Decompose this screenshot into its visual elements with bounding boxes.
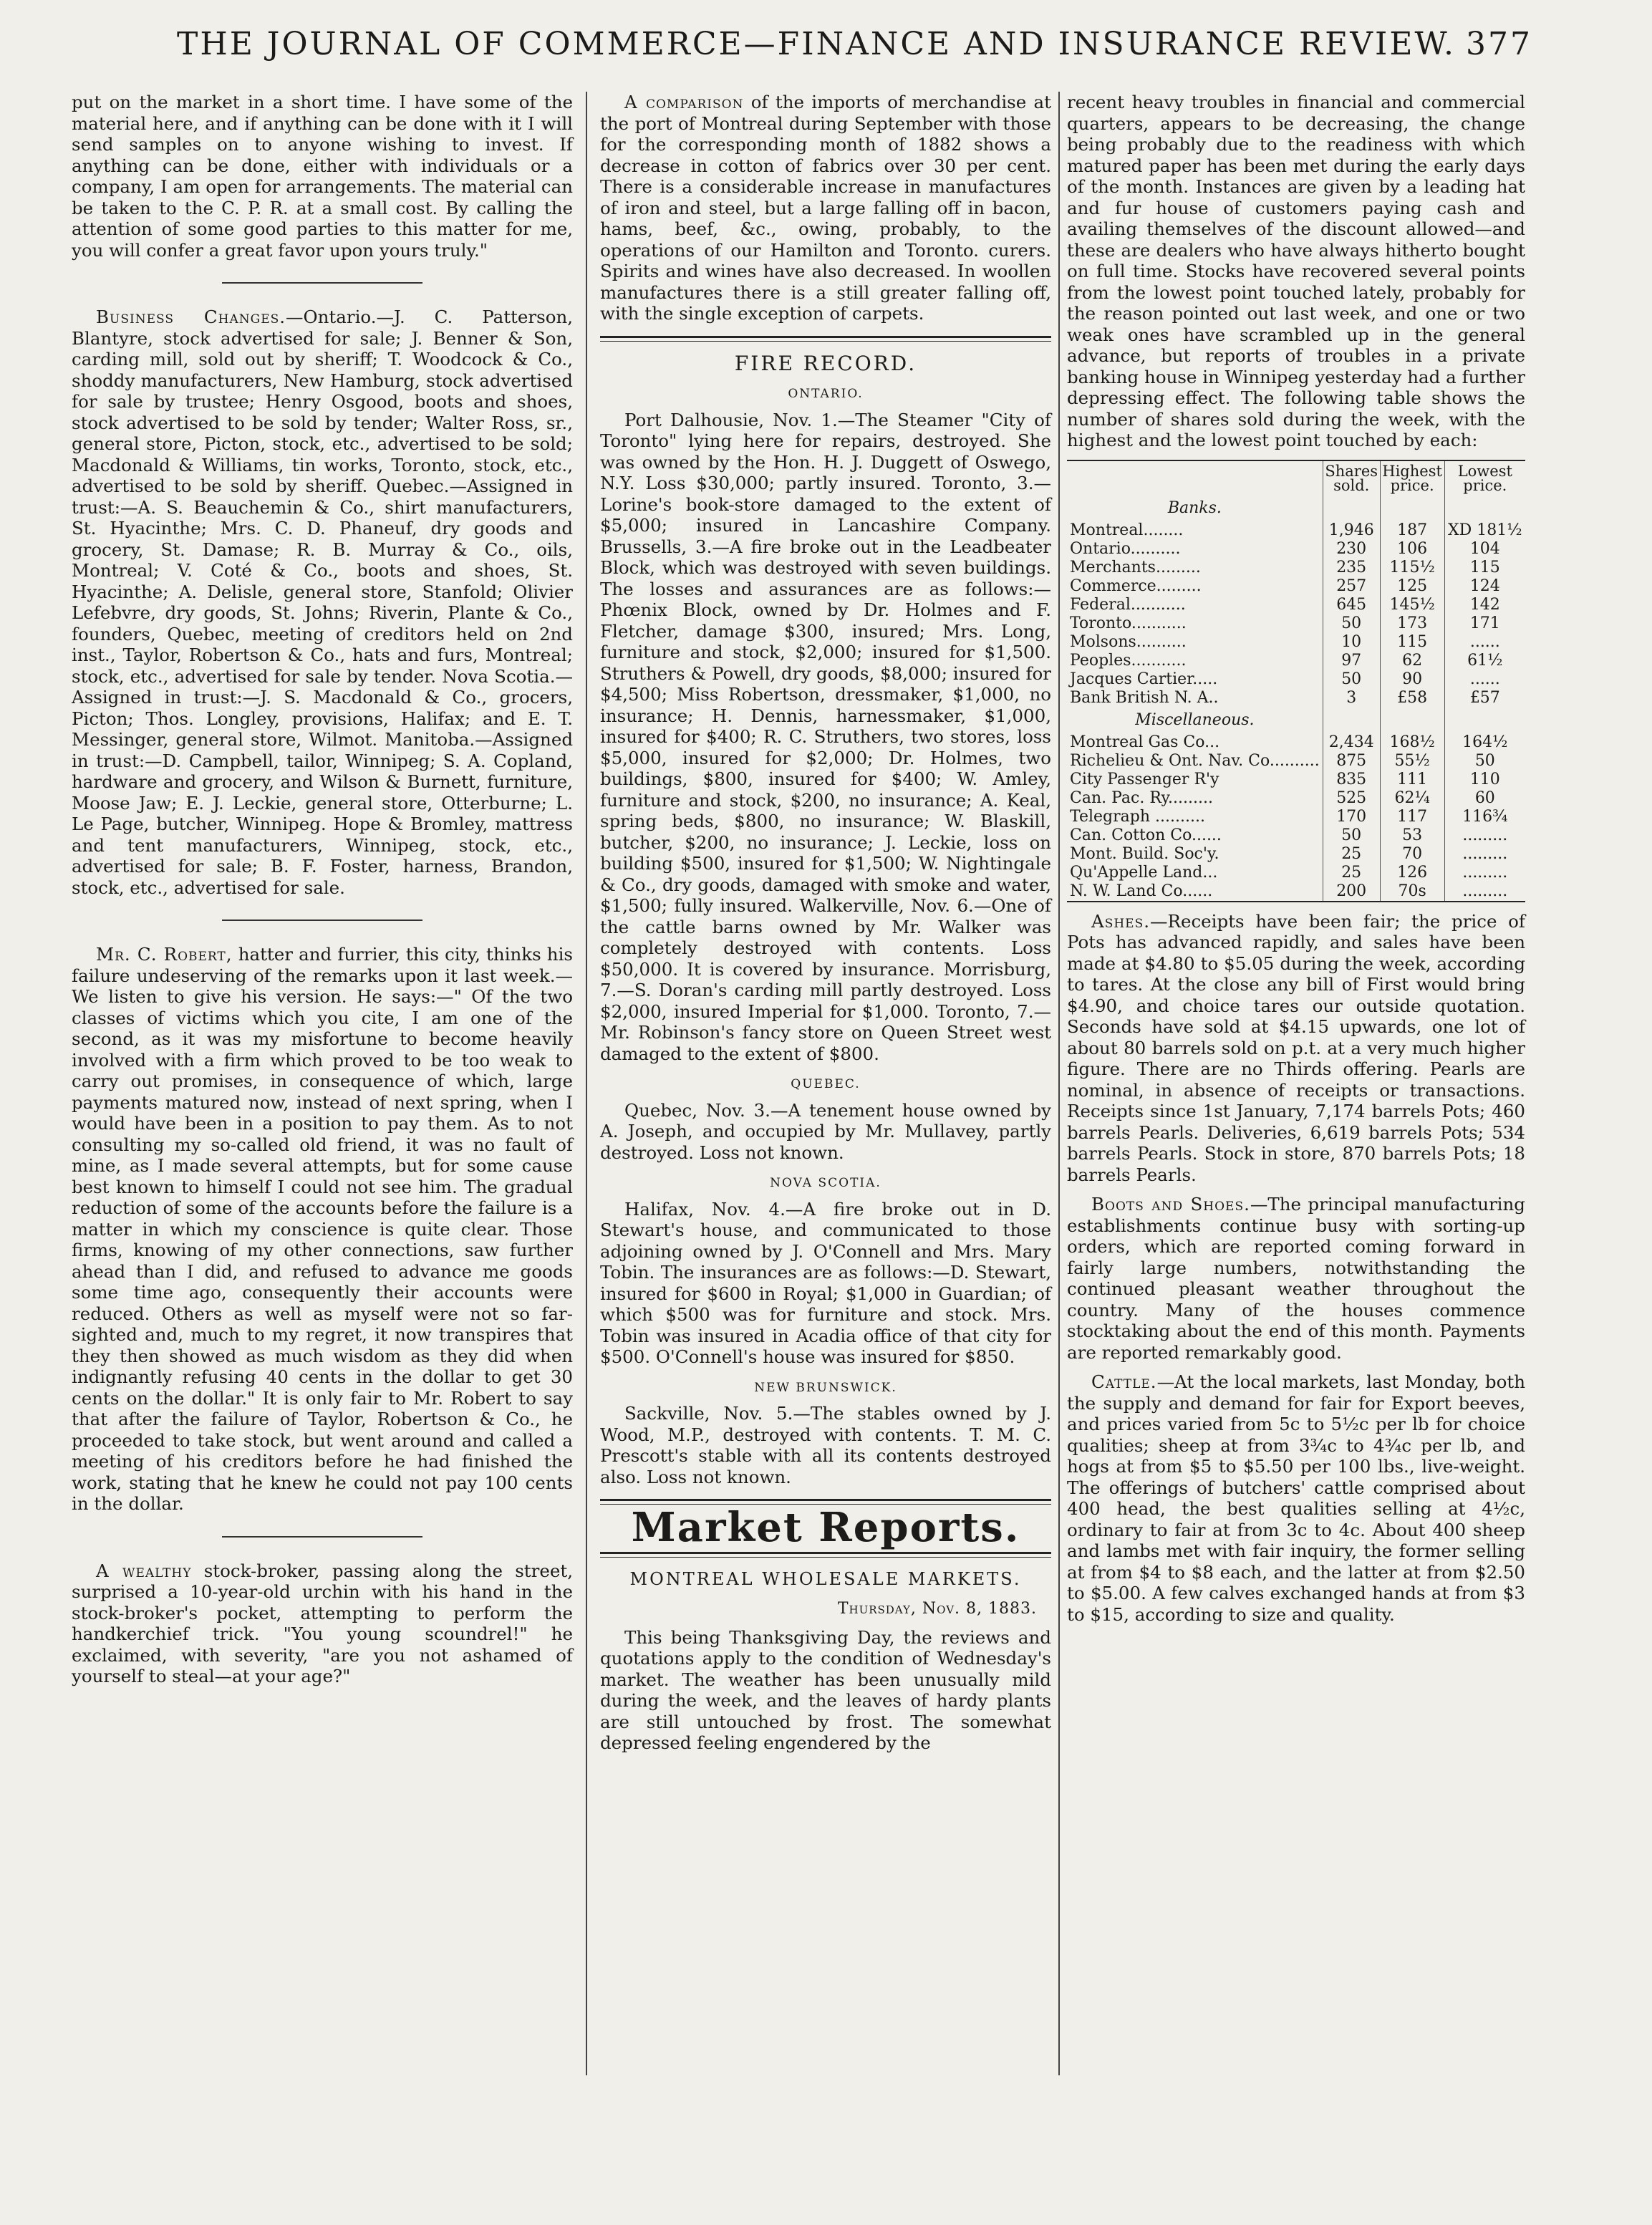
shares-sold-cell: 2,434 xyxy=(1323,733,1380,752)
robert-lead: Mr. C. Robert, xyxy=(96,944,233,965)
lowest-price-cell: 110 xyxy=(1444,771,1525,789)
table-row xyxy=(1067,521,1525,540)
highest-price-cell: 168½ xyxy=(1380,733,1444,752)
stock-name-cell: Montreal Gas Co... xyxy=(1070,733,1220,751)
journal-title: THE JOURNAL OF COMMERCE—FINANCE AND INSURANCE REVIEW. xyxy=(176,26,1456,62)
ashes-text: —Receipts have been fair; the price of Pots has advanced rapidly, and sales have been made at $4.80 to $5.05 during the week, according to tares. At the close any bill of First would bring $4.90, and choice tares our outside quotation. Seconds have sold at $4.15 upwards, one lot of about 80 barrels sold on p.t. at a very much higher figure. There are no Thirds offering. Pearls are nominal, in absence of receipts or transactions. Receipts since 1st January, 7,174 barrels Pots; 460 barrels Pearls. Deliveries, 6,619 barrels Pots; 534 barrels Pearls. Stock in store, 870 barrels Pots; 18 barrels Pearls. xyxy=(1067,910,1525,1185)
ashes-article xyxy=(1067,911,1525,1186)
business-changes-lead: Business Changes. xyxy=(96,307,286,327)
lowest-price-cell: 50 xyxy=(1444,752,1525,771)
stock-name-cell: Ontario.......... xyxy=(1070,539,1181,558)
page-header xyxy=(100,26,1532,69)
nova-scotia-fires: Halifax, Nov. 4.—A fire broke out in D. Stewart's house, and communicated to those adjoining owned by J. O'Connell and Mrs. Mary Tobin. The insurances are as follows:—D. Stewart, insured for $600 in Royal; $1,000 in Guardian; of which $500 was for furniture and stock. Mrs. Tobin was insured in Acadia office of that city for $500. O'Connell's house was insured for $850. xyxy=(600,1198,1051,1367)
stock-name-cell: N. W. Land Co...... xyxy=(1070,882,1213,900)
lowest-price-cell: 61½ xyxy=(1444,652,1525,670)
table-head-highest: Highest price. xyxy=(1380,460,1444,496)
dateline: Thursday, Nov. 8, 1883. xyxy=(837,1600,1037,1618)
broker-text: stock-broker, passing along the street, surprised a 10-year-old urchin with his hand in the stock-broker's pocket, attempting to perform the handkerchief trick. "You young scoundrel!" he exclaimed, with severity, "are you not ashamed of yourself to steal—at your age?" xyxy=(72,1560,573,1686)
fire-record-title: FIRE RECORD. xyxy=(734,351,917,375)
table-row xyxy=(1067,633,1525,652)
highest-price-cell: £58 xyxy=(1380,689,1444,708)
stock-name-cell: Commerce......... xyxy=(1070,576,1202,595)
comparison-lead: A comparison xyxy=(624,92,744,112)
table-row xyxy=(1067,596,1525,614)
table-row xyxy=(1067,559,1525,577)
table-row xyxy=(1067,826,1525,845)
ashes-lead: Ashes. xyxy=(1091,910,1151,932)
comparison-text: of the imports of merchandise at the port of Montreal during September with those for the corresponding month of 1882 shows a decrease in cotton of fabrics over 30 per cent. There is a considerable increase in manufactures of iron and steel, but a large falling off in bacon, hams, beef, &c., owing, probably, to the operations of our Hamilton and Toronto. curers. Spirits and wines have also decreased. In woollen manufactures there is a still greater falling off, with the single exception of carpets. xyxy=(600,92,1051,324)
highest-price-cell: 62 xyxy=(1380,652,1444,670)
quebec-heading: QUEBEC. xyxy=(791,1077,861,1091)
new-brunswick-fires: Sackville, Nov. 5.—The stables owned by J. Wood, M.P., destroyed with contents. T. M. C. Prescott's stable with all its contents destroyed also. Loss not known. xyxy=(600,1403,1051,1487)
cattle-lead: Cattle. xyxy=(1091,1371,1157,1392)
lowest-price-cell: ......... xyxy=(1444,882,1525,902)
boots-article xyxy=(1067,1194,1525,1363)
highest-price-cell: 125 xyxy=(1380,577,1444,596)
lowest-price-cell: 124 xyxy=(1444,577,1525,596)
highest-price-cell: 126 xyxy=(1380,864,1444,882)
shares-sold-cell: 875 xyxy=(1323,752,1380,771)
shares-sold-cell: 50 xyxy=(1323,670,1380,689)
lowest-price-cell: ......... xyxy=(1444,864,1525,882)
misc-group xyxy=(1067,708,1525,902)
highest-price-cell: 62¼ xyxy=(1380,789,1444,808)
lowest-price-cell: 171 xyxy=(1444,614,1525,633)
comparison-article xyxy=(600,92,1051,324)
column-2 xyxy=(600,92,1051,1762)
banks-group xyxy=(1067,496,1525,708)
shares-sold-cell: 50 xyxy=(1323,614,1380,633)
stock-name-cell: Bank British N. A.. xyxy=(1070,688,1219,707)
shares-sold-cell: 257 xyxy=(1323,577,1380,596)
shares-sold-cell: 835 xyxy=(1323,771,1380,789)
group-label-banks: Banks. xyxy=(1167,498,1222,517)
shares-sold-cell: 170 xyxy=(1323,808,1380,826)
group-label-misc: Miscellaneous. xyxy=(1135,710,1255,729)
divider xyxy=(222,920,422,921)
table-row xyxy=(1067,689,1525,708)
divider xyxy=(222,282,422,284)
broker-article xyxy=(72,1560,573,1687)
letter-continuation: put on the market in a short time. I have some of the material here, and if anything can be done with it I will send samples on to anyone wishing to invest. If anything can be done, either with individuals or a company, I am open for arrangements. The material can be taken to the C. P. R. at a small cost. By calling the attention of some good parties to this matter for me, you will confer a great favor upon yours truly." xyxy=(72,92,573,261)
table-row xyxy=(1067,614,1525,633)
robert-article xyxy=(72,944,573,1515)
shares-sold-cell: 235 xyxy=(1323,559,1380,577)
robert-text: hatter and furrier, this city, thinks his failure undeserving of the remarks upon it last week.—We listen to give his version. He says:—" Of the two classes of victims which you cite, I am one of the second, as it was my misfortune to become heavily involved with a firm which proved to be too weak to carry out promises, in consequence of which, large payments matured now, instead of next spring, when I would have been in a position to pay them. As to not consulting my so-called old friend, it was no fault of mine, as I made several attempts, but for some cause best known to himself I could not see him. The gradual reduction of some of the accounts before the failure is a matter in which my conscience is quite clear. Those firms, knowing of my other connections, saw further ahead than I did, and refused to advance me goods some time ago, consequently their accounts were reduced. Others as well as myself were not so far-sighted and, much to my regret, it now transpires that they then showed as much wisdom as they did when indignantly refusing 40 cents in the dollar to get 30 cents on the dollar." It is only fair to Mr. Robert to say that after the failure of Taylor, Robertson & Co., he proceeded to take stock, but went around and called a meeting of his creditors before he had finished the work, stating that he knew he could not pay 100 cents in the dollar. xyxy=(72,944,573,1514)
business-changes-text: —Ontario.—J. C. Patterson, Blantyre, stock advertised for sale; J. Benner & Son, carding mill, sold out by sheriff; T. Woodcock & Co., shoddy manufacturers, New Hamburg, stock advertised for sale by trustee; Henry Osgood, boots and shoes, stock advertised to be sold by tender; Walter Ross, sr., general store, Picton, stock, etc., advertised to be sold; Macdonald & Williams, tin works, Toronto, stock, etc., advertised to be sold by sheriff. Quebec.—Assigned in trust:—A. S. Beauchemin & Co., shirt manufacturers, St. Hyacinthe; Mrs. C. D. Phaneuf, dry goods and grocery, St. Damase; R. B. Murray & Co., oils, Montreal; V. Coté & Co., boots and shoes, St. Hyacinthe; A. Delisle, general store, Stanfold; Olivier Lefebvre, dry goods, St. Johns; Riverin, Plante & Co., founders, Quebec, meeting of creditors held on 2nd inst., Taylor, Robertson & Co., hats and furs, Montreal; stock, etc., advertised for sale by tender. Nova Scotia.—Assigned in trust:—J. S. Macdonald & Co., grocers, Picton; Thos. Longley, provisions, Halifax; and E. T. Messinger, general store, Wilmot. Manitoba.—Assigned in trust:—D. Campbell, tailor, Winnipeg; S. A. Copland, hardware and grocery, and Wilson & Burnett, furniture, Moose Jaw; E. J. Leckie, general store, Otterburne; L. Le Page, butcher, Winnipeg. Hope & Bromley, mattress and tent manufacturers, Winnipeg, stock, etc., advertised for sale; B. F. Foster, harness, Brandon, stock, etc., advertised for sale. xyxy=(72,307,574,898)
shares-sold-cell: 10 xyxy=(1323,633,1380,652)
lowest-price-cell: ...... xyxy=(1444,670,1525,689)
business-changes-article xyxy=(72,307,573,898)
boots-lead: Boots and Shoes. xyxy=(1091,1194,1250,1215)
highest-price-cell: 70 xyxy=(1380,845,1444,864)
lowest-price-cell: £57 xyxy=(1444,689,1525,708)
column-3 xyxy=(1067,92,1525,1633)
group-row xyxy=(1067,708,1525,733)
stock-name-cell: Qu'Appelle Land... xyxy=(1070,863,1218,882)
market-continuation: recent heavy troubles in financial and commercial quarters, appears to be decreasing, the change being probably due to the readiness with which matured paper has been met during the early days of the month. Instances are given by a leading hat and fur house of customers paying cash and availing themselves of the discount allowed—and these are dealers who have always hitherto bought on full time. Stocks have recovered several points from the lowest point touched lately, probably for the reason pointed out last week, and one or two weak ones have scrambled up in the general advance, but reports of troubles in a private banking house in Winnipeg yesterday had a further depressing effect. The following table shows the number of shares sold during the week, with the highest and the lowest point touched by each: xyxy=(1067,92,1525,450)
table-head-lowest: Lowest price. xyxy=(1444,460,1525,496)
ontario-fires: Port Dalhousie, Nov. 1.—The Steamer "City of Toronto" lying here for repairs, destroyed. She was owned by the Hon. H. J. Duggett of Oswego, N.Y. Loss $30,000; partly insured. Toronto, 3.—Lorine's book-store damaged to the extent of $5,000; insured in Lancashire Company. Brussells, 3.—A fire broke out in the Leadbeater Block, which was destroyed with seven buildings. The losses and assurances are as follows:—Phœnix Block, owned by Dr. Holmes and F. Fletcher, damage $300, insured; Mrs. Long, furniture and stock, $2,000; insured for $1,500. Struthers & Powell, dry goods, $8,000; insured for $4,500; Miss Robertson, dressmaker, $1,000, no insurance; H. Dennis, harnessmaker, $1,000, insured for $400; R. C. Struthers, two stores, loss $5,000, insured for $2,000; Dr. Holmes, two buildings, $800, insured for $400; W. Amley, furniture and stock, $200, no insurance; A. Keal, spring beds, $800, no insurance; W. Blaskill, butcher, $200, no insurance; J. Leckie, loss on building $500, insured for $1,500; W. Nightingale & Co., dry goods, damaged with smoke and water, $1,500; fully insured. Walkerville, Nov. 6.—One of the cattle barns owned by Mr. Walker was completely destroyed with contents. Loss $50,000. It is covered by insurance. Morrisburg, 7.—S. Doran's carding mill partly destroyed. Loss $2,000, insured Imperial for $1,000. Toronto, 7.—Mr. Robinson's fancy store on Queen Street west damaged to the extent of $800. xyxy=(600,409,1051,1064)
table-row xyxy=(1067,670,1525,689)
group-row xyxy=(1067,496,1525,521)
stock-name-cell: Can. Cotton Co...... xyxy=(1070,826,1222,844)
highest-price-cell: 53 xyxy=(1380,826,1444,845)
lowest-price-cell: XD 181½ xyxy=(1444,521,1525,540)
stock-name-cell: Federal........... xyxy=(1070,595,1186,614)
broker-lead: A wealthy xyxy=(96,1560,192,1581)
lowest-price-cell: 164½ xyxy=(1444,733,1525,752)
boots-text: —The principal manufacturing establishments continue busy with sorting-up orders, which are reported coming forward in fairly large numbers, notwithstanding the continued pleasant weather throughout the country. Many of the houses commence stocktaking about the end of this month. Payments are reported remarkably good. xyxy=(1067,1194,1525,1363)
table-row xyxy=(1067,577,1525,596)
shares-sold-cell: 3 xyxy=(1323,689,1380,708)
highest-price-cell: 173 xyxy=(1380,614,1444,633)
new-brunswick-heading: NEW BRUNSWICK. xyxy=(754,1380,897,1395)
column-1 xyxy=(72,92,573,1696)
stock-name-cell: Can. Pac. Ry......... xyxy=(1070,788,1213,807)
market-intro: This being Thanksgiving Day, the reviews and quotations apply to the condition of Wednesday's market. The weather has been unusually mild during the week, and the leaves of hardy plants are still untouched by frost. The somewhat depressed feeling engendered by the xyxy=(600,1626,1051,1753)
cattle-article xyxy=(1067,1371,1525,1625)
highest-price-cell: 117 xyxy=(1380,808,1444,826)
ontario-heading: ONTARIO. xyxy=(788,387,864,401)
column-rule-right xyxy=(1058,92,1060,2075)
double-rule xyxy=(600,1552,1051,1558)
table-head-name xyxy=(1067,460,1323,496)
table-row xyxy=(1067,845,1525,864)
table-row xyxy=(1067,864,1525,882)
nova-scotia-heading: NOVA SCOTIA. xyxy=(770,1176,881,1190)
lowest-price-cell: ......... xyxy=(1444,845,1525,864)
lowest-price-cell: ......... xyxy=(1444,826,1525,845)
stock-name-cell: Jacques Cartier..... xyxy=(1070,670,1218,688)
lowest-price-cell: 115 xyxy=(1444,559,1525,577)
stock-name-cell: City Passenger R'y xyxy=(1070,770,1219,788)
montreal-markets-title: MONTREAL WHOLESALE MARKETS. xyxy=(629,1568,1022,1589)
lowest-price-cell: 104 xyxy=(1444,540,1525,559)
divider xyxy=(222,1536,422,1538)
highest-price-cell: 106 xyxy=(1380,540,1444,559)
stock-name-cell: Richelieu & Ont. Nav. Co.......... xyxy=(1070,751,1320,770)
highest-price-cell: 70s xyxy=(1380,882,1444,902)
table-row xyxy=(1067,752,1525,771)
shares-sold-cell: 25 xyxy=(1323,864,1380,882)
lowest-price-cell: 116¾ xyxy=(1444,808,1525,826)
lowest-price-cell: ...... xyxy=(1444,633,1525,652)
stock-name-cell: Peoples........... xyxy=(1070,651,1187,670)
cattle-text: —At the local markets, last Monday, both the supply and demand for fair for Export beeves, and prices varied from 5c to 5½c per lb for choice qualities; sheep at from 3¾c to 4¾c per lb, and hogs at from $5 to $5.50 per 100 lbs., live-weight. The offerings of butchers' cattle comprised about 400 head, the best qualities selling at 4½c, ordinary to fair at from 3c to 4c. About 400 sheep and lambs met with fair inquiry, the former selling at from $4 to $8 each, and the latter at from $2.50 to $5.00. A few calves exchanged hands at from $3 to $15, according to size and quality. xyxy=(1067,1371,1525,1625)
quebec-fires: Quebec, Nov. 3.—A tenement house owned by A. Joseph, and occupied by Mr. Mullavey, partly destroyed. Loss not known. xyxy=(600,1099,1051,1163)
table-head-shares: Shares sold. xyxy=(1323,460,1380,496)
table-header-row xyxy=(1067,460,1525,496)
lowest-price-cell: 142 xyxy=(1444,596,1525,614)
stock-name-cell: Telegraph .......... xyxy=(1070,807,1205,826)
shares-sold-cell: 525 xyxy=(1323,789,1380,808)
stock-name-cell: Mont. Build. Soc'y. xyxy=(1070,844,1219,863)
highest-price-cell: 55½ xyxy=(1380,752,1444,771)
stock-name-cell: Montreal........ xyxy=(1070,521,1184,539)
column-rule-left xyxy=(586,92,587,2075)
stock-name-cell: Merchants......... xyxy=(1070,558,1201,576)
shares-sold-cell: 50 xyxy=(1323,826,1380,845)
shares-sold-cell: 200 xyxy=(1323,882,1380,902)
shares-sold-cell: 645 xyxy=(1323,596,1380,614)
table-row xyxy=(1067,808,1525,826)
shares-sold-cell: 97 xyxy=(1323,652,1380,670)
highest-price-cell: 115 xyxy=(1380,633,1444,652)
highest-price-cell: 90 xyxy=(1380,670,1444,689)
highest-price-cell: 145½ xyxy=(1380,596,1444,614)
table-row xyxy=(1067,789,1525,808)
double-rule xyxy=(600,336,1051,342)
shares-sold-cell: 25 xyxy=(1323,845,1380,864)
stock-name-cell: Toronto........... xyxy=(1070,614,1187,632)
highest-price-cell: 111 xyxy=(1380,771,1444,789)
shares-table xyxy=(1067,460,1525,902)
highest-price-cell: 187 xyxy=(1380,521,1444,540)
shares-sold-cell: 230 xyxy=(1323,540,1380,559)
highest-price-cell: 115½ xyxy=(1380,559,1444,577)
table-row xyxy=(1067,882,1525,902)
table-row xyxy=(1067,771,1525,789)
table-row xyxy=(1067,540,1525,559)
table-row xyxy=(1067,733,1525,752)
table-row xyxy=(1067,652,1525,670)
market-reports-title: Market Reports. xyxy=(631,1504,1020,1551)
page-number: 377 xyxy=(1466,26,1532,62)
stock-name-cell: Molsons.......... xyxy=(1070,632,1187,651)
lowest-price-cell: 60 xyxy=(1444,789,1525,808)
shares-sold-cell: 1,946 xyxy=(1323,521,1380,540)
